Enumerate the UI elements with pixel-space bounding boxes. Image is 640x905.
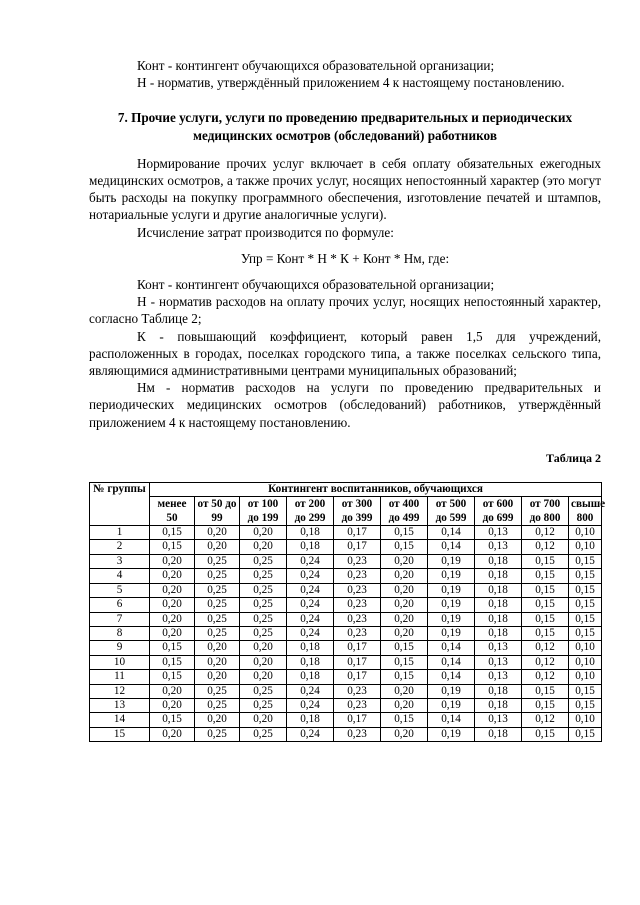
table-cell: 0,10 xyxy=(569,655,602,669)
table-cell: 0,24 xyxy=(287,569,334,583)
table-cell: 0,10 xyxy=(569,713,602,727)
table-cell: 0,17 xyxy=(334,526,381,540)
table-cell: 0,25 xyxy=(240,569,287,583)
table-cell: 0,13 xyxy=(475,670,522,684)
group-number-cell: 12 xyxy=(90,684,150,698)
definition-n: Н - норматив расходов на оплату прочих услуг, носящих непостоянный характер, согласно Таблице 2; xyxy=(89,294,601,327)
table-cell: 0,25 xyxy=(240,626,287,640)
table-row xyxy=(90,727,602,741)
table-cell: 0,15 xyxy=(569,569,602,583)
table-cell: 0,25 xyxy=(195,569,240,583)
table-cell: 0,20 xyxy=(195,540,240,554)
group-number-cell: 4 xyxy=(90,569,150,583)
table-cell: 0,20 xyxy=(381,598,428,612)
table-cell: 0,20 xyxy=(150,612,195,626)
table-cell: 0,20 xyxy=(195,526,240,540)
table-cell: 0,25 xyxy=(195,727,240,741)
column-header: от 200 до 299 xyxy=(287,497,334,526)
group-number-cell: 6 xyxy=(90,598,150,612)
table-cell: 0,23 xyxy=(334,598,381,612)
table-row xyxy=(90,612,602,626)
table-cell: 0,24 xyxy=(287,598,334,612)
table-cell: 0,18 xyxy=(287,526,334,540)
table-cell: 0,20 xyxy=(381,554,428,568)
group-number-cell: 13 xyxy=(90,698,150,712)
table-row xyxy=(90,713,602,727)
column-header: от 700 до 800 xyxy=(522,497,569,526)
table-cell: 0,13 xyxy=(475,526,522,540)
table-cell: 0,15 xyxy=(522,698,569,712)
contingent-header: Контингент воспитанников, обучающихся xyxy=(150,482,602,496)
table-cell: 0,25 xyxy=(195,583,240,597)
group-number-cell: 10 xyxy=(90,655,150,669)
table-cell: 0,15 xyxy=(381,670,428,684)
column-header: от 300 до 399 xyxy=(334,497,381,526)
column-header: от 500 до 599 xyxy=(428,497,475,526)
table-cell: 0,25 xyxy=(240,727,287,741)
table-cell: 0,15 xyxy=(381,540,428,554)
table-cell: 0,15 xyxy=(522,684,569,698)
table-cell: 0,24 xyxy=(287,698,334,712)
table-cell: 0,23 xyxy=(334,626,381,640)
table-cell: 0,23 xyxy=(334,612,381,626)
table-cell: 0,20 xyxy=(150,554,195,568)
column-header: от 50 до 99 xyxy=(195,497,240,526)
table-cell: 0,25 xyxy=(240,684,287,698)
table-cell: 0,20 xyxy=(150,583,195,597)
table-cell: 0,17 xyxy=(334,641,381,655)
table-cell: 0,18 xyxy=(475,684,522,698)
table-cell: 0,20 xyxy=(240,655,287,669)
table-cell: 0,10 xyxy=(569,641,602,655)
definition-nm: Нм - норматив расходов на услуги по проведению предварительных и периодических медицинских осмотров (обследований) работников, утверждённый приложением 4 к настоящему постановлению. xyxy=(89,380,601,430)
table-cell: 0,18 xyxy=(475,598,522,612)
column-header: менее 50 xyxy=(150,497,195,526)
table-cell: 0,20 xyxy=(381,727,428,741)
table-cell: 0,14 xyxy=(428,540,475,554)
norms-table xyxy=(89,482,606,742)
table-cell: 0,19 xyxy=(428,698,475,712)
table-cell: 0,20 xyxy=(381,612,428,626)
table-cell: 0,15 xyxy=(569,727,602,741)
table-cell: 0,14 xyxy=(428,655,475,669)
group-number-cell: 3 xyxy=(90,554,150,568)
table-cell: 0,13 xyxy=(475,641,522,655)
table-cell: 0,13 xyxy=(475,540,522,554)
table-cell: 0,20 xyxy=(240,540,287,554)
table-cell: 0,14 xyxy=(428,641,475,655)
definition-kont: Конт - контингент обучающихся образовательной организации; xyxy=(137,277,495,293)
table-cell: 0,12 xyxy=(522,713,569,727)
group-number-cell: 11 xyxy=(90,670,150,684)
table-cell: 0,15 xyxy=(569,612,602,626)
table-cell: 0,24 xyxy=(287,727,334,741)
table-cell: 0,25 xyxy=(240,612,287,626)
table-cell: 0,20 xyxy=(195,655,240,669)
table-cell: 0,15 xyxy=(381,526,428,540)
table-row xyxy=(90,598,602,612)
table-cell: 0,15 xyxy=(150,540,195,554)
table-cell: 0,20 xyxy=(240,670,287,684)
table-row xyxy=(90,583,602,597)
table-cell: 0,15 xyxy=(569,684,602,698)
table-row xyxy=(90,569,602,583)
table-cell: 0,18 xyxy=(475,626,522,640)
table-cell: 0,19 xyxy=(428,554,475,568)
table-cell: 0,18 xyxy=(287,670,334,684)
table-cell: 0,20 xyxy=(150,684,195,698)
table-cell: 0,15 xyxy=(522,727,569,741)
document-page xyxy=(89,57,606,742)
table-cell: 0,19 xyxy=(428,583,475,597)
group-number-cell: 7 xyxy=(90,612,150,626)
table-row xyxy=(90,655,602,669)
column-header: от 100 до 199 xyxy=(240,497,287,526)
table-cell: 0,17 xyxy=(334,655,381,669)
table-cell: 0,20 xyxy=(150,698,195,712)
table-cell: 0,23 xyxy=(334,698,381,712)
table-cell: 0,13 xyxy=(475,713,522,727)
table-cell: 0,25 xyxy=(240,598,287,612)
table-cell: 0,10 xyxy=(569,526,602,540)
table-cell: 0,20 xyxy=(240,641,287,655)
table-cell: 0,15 xyxy=(522,612,569,626)
table-cell: 0,20 xyxy=(195,641,240,655)
table-cell: 0,23 xyxy=(334,569,381,583)
table-cell: 0,15 xyxy=(150,526,195,540)
table-caption: Таблица 2 xyxy=(546,450,601,465)
table-cell: 0,18 xyxy=(287,713,334,727)
table-cell: 0,19 xyxy=(428,569,475,583)
table-cell: 0,25 xyxy=(240,583,287,597)
table-cell: 0,14 xyxy=(428,713,475,727)
table-cell: 0,25 xyxy=(195,554,240,568)
table-cell: 0,15 xyxy=(569,554,602,568)
table-cell: 0,25 xyxy=(195,598,240,612)
table-row xyxy=(90,626,602,640)
table-cell: 0,20 xyxy=(240,713,287,727)
table-cell: 0,15 xyxy=(381,713,428,727)
table-cell: 0,18 xyxy=(475,583,522,597)
table-cell: 0,25 xyxy=(195,612,240,626)
table-cell: 0,15 xyxy=(569,626,602,640)
table-cell: 0,25 xyxy=(240,554,287,568)
table-cell: 0,20 xyxy=(381,569,428,583)
definition-n-top: Н - норматив, утверждённый приложением 4 к настоящему постановлению. xyxy=(137,75,565,91)
group-number-cell: 8 xyxy=(90,626,150,640)
paragraph-formula-intro: Исчисление затрат производится по формуле: xyxy=(137,224,394,240)
table-cell: 0,19 xyxy=(428,598,475,612)
table-cell: 0,14 xyxy=(428,670,475,684)
table-cell: 0,20 xyxy=(195,713,240,727)
table-cell: 0,24 xyxy=(287,626,334,640)
table-cell: 0,18 xyxy=(475,569,522,583)
table-cell: 0,18 xyxy=(475,698,522,712)
table-cell: 0,12 xyxy=(522,526,569,540)
table-row xyxy=(90,554,602,568)
table-row xyxy=(90,641,602,655)
table-cell: 0,18 xyxy=(475,727,522,741)
table-cell: 0,10 xyxy=(569,540,602,554)
table-cell: 0,25 xyxy=(240,698,287,712)
table-cell: 0,17 xyxy=(334,540,381,554)
table-cell: 0,24 xyxy=(287,684,334,698)
group-number-header: № группы xyxy=(90,482,150,525)
table-cell: 0,15 xyxy=(522,626,569,640)
group-number-cell: 5 xyxy=(90,583,150,597)
table-cell: 0,15 xyxy=(569,583,602,597)
table-row xyxy=(90,684,602,698)
group-number-cell: 9 xyxy=(90,641,150,655)
paragraph-normirovanie: Нормирование прочих услуг включает в себя оплату обязательных ежегодных медицинских осмотров, а также прочих услуг, носящих непостоянный характер (это могут быть расходы на покупку программного обеспечения, изготовление печатей и штампов, нотариальные услуги и другие аналогичные услуги). xyxy=(89,155,601,223)
table-cell: 0,15 xyxy=(569,698,602,712)
group-number-cell: 2 xyxy=(90,540,150,554)
table-cell: 0,19 xyxy=(428,727,475,741)
table-cell: 0,15 xyxy=(150,670,195,684)
table-cell: 0,12 xyxy=(522,655,569,669)
table-cell: 0,20 xyxy=(381,684,428,698)
table-cell: 0,20 xyxy=(195,670,240,684)
definition-kont-top: Конт - контингент обучающихся образовательной организации; xyxy=(137,58,495,73)
table-cell: 0,19 xyxy=(428,626,475,640)
table-cell: 0,18 xyxy=(287,540,334,554)
table-cell: 0,15 xyxy=(150,655,195,669)
table-cell: 0,25 xyxy=(195,698,240,712)
group-number-cell: 15 xyxy=(90,727,150,741)
table-cell: 0,15 xyxy=(381,655,428,669)
table-cell: 0,15 xyxy=(522,598,569,612)
table-cell: 0,23 xyxy=(334,684,381,698)
table-row xyxy=(90,540,602,554)
table-cell: 0,20 xyxy=(381,626,428,640)
table-cell: 0,20 xyxy=(381,583,428,597)
table-cell: 0,15 xyxy=(569,598,602,612)
table-cell: 0,15 xyxy=(522,583,569,597)
table-cell: 0,15 xyxy=(522,569,569,583)
table-cell: 0,13 xyxy=(475,655,522,669)
table-cell: 0,20 xyxy=(240,526,287,540)
table-cell: 0,23 xyxy=(334,554,381,568)
table-cell: 0,20 xyxy=(150,727,195,741)
table-cell: 0,19 xyxy=(428,612,475,626)
table-row xyxy=(90,698,602,712)
group-number-cell: 14 xyxy=(90,713,150,727)
table-cell: 0,20 xyxy=(150,626,195,640)
definition-k: К - повышающий коэффициент, который равен 1,5 для учреждений, расположенных в городах, поселках городского типа, а также поселках сельского типа, являющимися административными центрами муниципальных образований; xyxy=(89,328,601,379)
table-cell: 0,24 xyxy=(287,612,334,626)
table-cell: 0,25 xyxy=(195,626,240,640)
table-cell: 0,14 xyxy=(428,526,475,540)
table-cell: 0,17 xyxy=(334,713,381,727)
table-cell: 0,17 xyxy=(334,670,381,684)
column-header: свыше 800 xyxy=(569,497,602,526)
table-cell: 0,19 xyxy=(428,684,475,698)
table-row xyxy=(90,670,602,684)
column-header: от 600 до 699 xyxy=(475,497,522,526)
table-cell: 0,25 xyxy=(195,684,240,698)
group-number-cell: 1 xyxy=(90,526,150,540)
section-title: 7. Прочие услуги, услуги по проведению предварительных и периодических медицинских осмотров (обследований) работников xyxy=(117,110,573,143)
column-header: от 400 до 499 xyxy=(381,497,428,526)
table-cell: 0,20 xyxy=(150,569,195,583)
table-cell: 0,12 xyxy=(522,670,569,684)
table-cell: 0,24 xyxy=(287,554,334,568)
table-cell: 0,24 xyxy=(287,583,334,597)
table-cell: 0,20 xyxy=(150,598,195,612)
table-cell: 0,15 xyxy=(150,641,195,655)
table-cell: 0,12 xyxy=(522,540,569,554)
formula: Упр = Конт * Н * К + Конт * Нм, где: xyxy=(240,250,450,266)
table-cell: 0,15 xyxy=(522,554,569,568)
table-cell: 0,18 xyxy=(287,655,334,669)
table-cell: 0,12 xyxy=(522,641,569,655)
table-cell: 0,15 xyxy=(381,641,428,655)
table-row xyxy=(90,526,602,540)
table-cell: 0,20 xyxy=(381,698,428,712)
table-cell: 0,23 xyxy=(334,727,381,741)
table-cell: 0,15 xyxy=(150,713,195,727)
table-cell: 0,23 xyxy=(334,583,381,597)
table-cell: 0,18 xyxy=(475,612,522,626)
table-cell: 0,18 xyxy=(287,641,334,655)
table-cell: 0,10 xyxy=(569,670,602,684)
table-cell: 0,18 xyxy=(475,554,522,568)
